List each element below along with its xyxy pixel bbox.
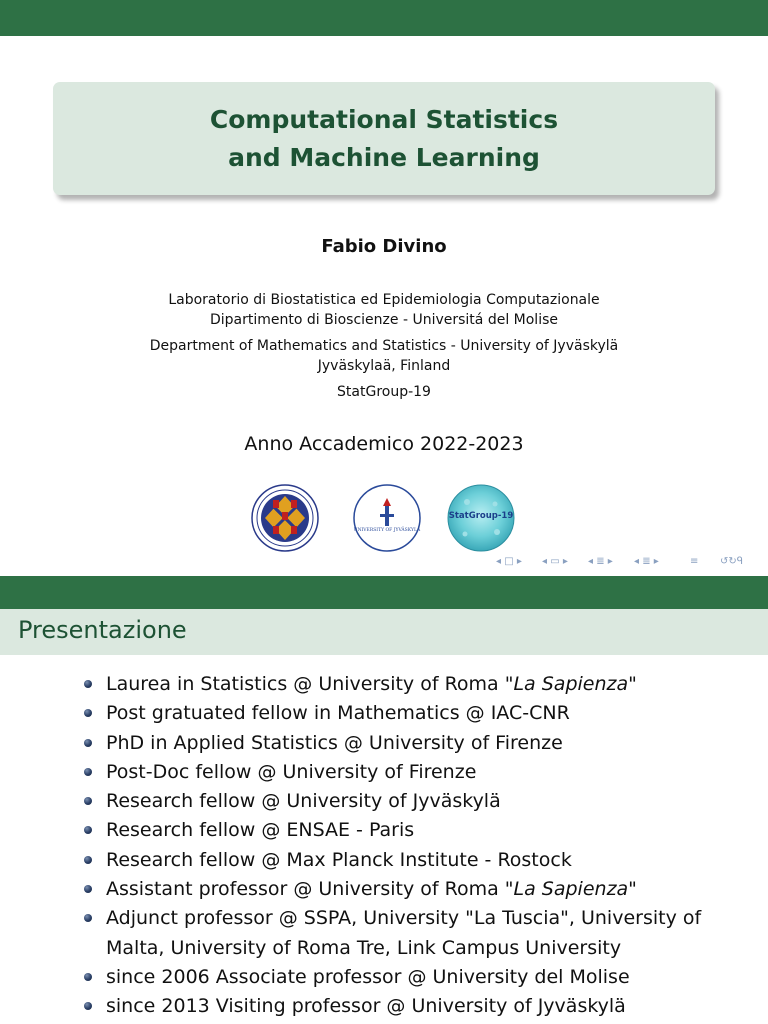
bullet-icon: [84, 1002, 92, 1010]
list-item: Post-Doc fellow @ University of Firenze: [0, 758, 768, 787]
header-bar: [0, 0, 768, 36]
title-box: [53, 82, 715, 195]
affiliation-statgroup: StatGroup-19: [337, 384, 431, 400]
title-line-2: and Machine Learning: [228, 142, 540, 172]
nav-align-icon[interactable]: ≡: [690, 556, 699, 567]
jyvaskyla-logo: [353, 484, 421, 552]
frame-title-bar: [0, 609, 768, 655]
header-bar: [0, 576, 768, 609]
bullet-icon: [84, 826, 92, 834]
title-line-1: Computational Statistics: [209, 104, 559, 134]
beamer-nav-bar: [496, 556, 762, 570]
affiliation-dept-jyvaskyla: Department of Mathematics and Statistics - University of Jyväskylä: [149, 338, 619, 354]
bullet-icon: [84, 709, 92, 717]
logo-row: [0, 484, 768, 554]
nav-search-icon[interactable]: ↺↻ᑫ: [720, 556, 744, 567]
bullet-icon: [84, 768, 92, 776]
list-item: Adjunct professor @ SSPA, University "La Tuscia", University of Malta, University of Roma Tre, Link Campus University: [0, 904, 768, 963]
statgroup-label: StatGroup-19: [448, 511, 514, 521]
molise-seal-logo: [251, 484, 319, 552]
bullet-icon: [84, 856, 92, 864]
nav-slide-icon[interactable]: ◂ ≣ ▸: [634, 556, 659, 567]
list-item: Laurea in Statistics @ University of Roma "La Sapienza": [0, 670, 768, 699]
bullet-icon: [84, 885, 92, 893]
bullet-icon: [84, 680, 92, 688]
list-item: Research fellow @ Max Planck Institute - Rostock: [0, 846, 768, 875]
affiliation-location: Jyväskylaä, Finland: [317, 358, 451, 374]
bullet-icon: [84, 973, 92, 981]
bullet-icon: [84, 739, 92, 747]
author-name: Fabio Divino: [321, 236, 447, 257]
nav-section-icon[interactable]: ◂ ≣ ▸: [588, 556, 613, 567]
list-item: Post gratuated fellow in Mathematics @ IAC-CNR: [0, 699, 768, 728]
jyvaskyla-label: UNIVERSITY OF JYVÄSKYLÄ: [353, 528, 421, 533]
affiliation-lab: Laboratorio di Biostatistica ed Epidemiologia Computazionale: [168, 292, 600, 308]
list-item: Assistant professor @ University of Roma "La Sapienza": [0, 875, 768, 904]
presentation-slide: [0, 576, 768, 1024]
list-item: PhD in Applied Statistics @ University of Firenze: [0, 729, 768, 758]
bullet-icon: [84, 797, 92, 805]
nav-subsection-icon[interactable]: ◂ ▭ ▸: [542, 556, 568, 567]
nav-frame-icon[interactable]: ◂ □ ▸: [496, 556, 522, 567]
academic-year: Anno Accademico 2022-2023: [244, 433, 524, 455]
list-item: since 2006 Associate professor @ University del Molise: [0, 963, 768, 992]
bullet-icon: [84, 914, 92, 922]
statgroup-logo: [447, 484, 515, 552]
list-item: Research fellow @ University of Jyväskylä: [0, 787, 768, 816]
list-item: since 2013 Visiting professor @ University of Jyväskylä: [0, 992, 768, 1021]
frame-title: Presentazione: [18, 616, 187, 644]
list-item: Research fellow @ ENSAE - Paris: [0, 816, 768, 845]
affiliation-dept-molise: Dipartimento di Bioscienze - Universitá del Molise: [209, 312, 558, 328]
career-list: [0, 670, 768, 1022]
